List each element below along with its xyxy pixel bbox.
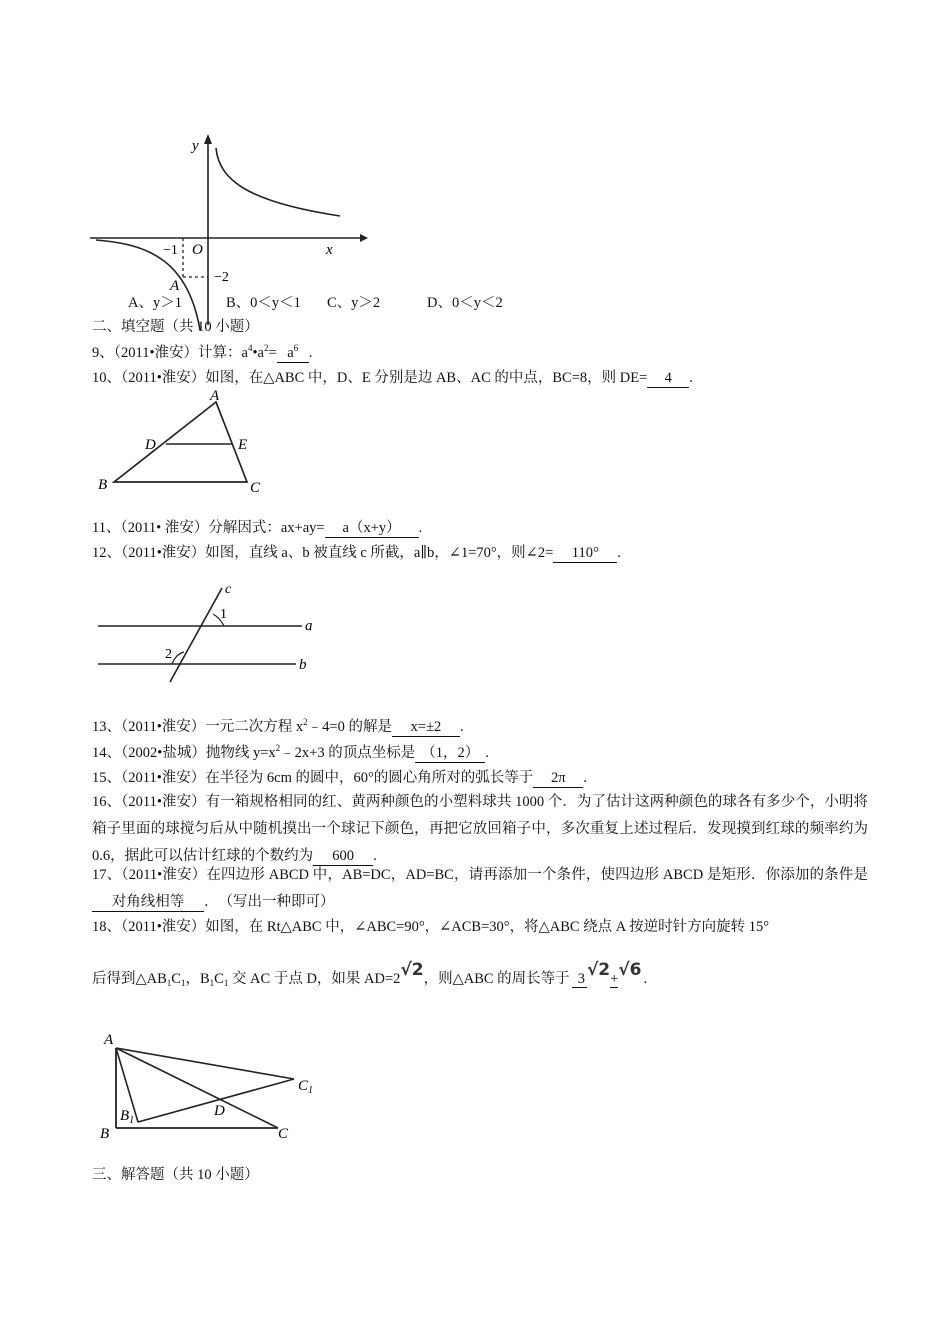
question-18-line-1: 18、（2011•淮安）如图，在 Rt△ABC 中，∠ABC=90°，∠ACB=30°，将△ABC 绕点 A 按逆时针方向旋转 15°: [92, 919, 770, 935]
question-18-line-2: 后得到$\triangle AB_1C_1$，$B_1C_1$ 交 AC 于点 D，如果 AD=2√2，则△ABC 的周长等于 3 √2+√6 .: [92, 960, 648, 988]
segment-ac1: [116, 1048, 294, 1079]
option-c: C、y＞2: [327, 295, 381, 311]
answer-11: a（x+y）: [325, 520, 419, 538]
fig18-label-c: C: [278, 1126, 289, 1142]
fig10-label-b: B: [98, 477, 108, 493]
fig8-label-a: A: [170, 278, 180, 294]
question-17: 17、（2011•淮安）在四边形 ABCD 中，AB=DC，AD=BC，请再添加一个条件，使四边形 ABCD 是矩形．你添加的条件是对角线相等 ． （写出一种即可）: [92, 867, 868, 910]
curve-upper-right: [216, 148, 340, 216]
question-12: 12、（2011•淮安）如图，直线 a、b 被直线 c 所截，a∥b，∠1=70°，则∠2= 110° .: [92, 545, 621, 561]
fig18-label-a: A: [104, 1032, 114, 1048]
question-11: 11、（2011• 淮安）分解因式：ax+ay= a（x+y） .: [92, 520, 423, 536]
answer-16: 600: [313, 848, 373, 866]
answer-10: 4: [647, 370, 689, 388]
y-axis-arrow: [204, 134, 212, 144]
figure-q10-triangle: [92, 388, 272, 502]
question-16: 16、（2011•淮安）有一箱规格相同的红、黄两种颜色的小塑料球共 1000 个．为了估计这两种颜色的球各有多少个，小明将箱子里面的球搅匀后从中随机摸出一个球记下颜色，再把它放回箱子中，多次重复上述过程后．发现摸到红球的频率约为 0.6，据此可以估计红球的个数约为 600 .: [92, 794, 868, 864]
figure-q12-parallel-lines: [92, 580, 332, 690]
answer-18: 3 √2+√6: [570, 970, 644, 988]
section-heading-answer: 三、解答题（共 10 小题）: [92, 1167, 259, 1183]
fig10-label-d: D: [145, 437, 156, 453]
fig8-label-o: O: [192, 242, 203, 258]
fig18-label-d: D: [214, 1103, 225, 1119]
answer-14: （1，2）: [415, 745, 485, 763]
fig12-label-1: 1: [220, 607, 227, 622]
fig8-label-x: x: [326, 242, 333, 258]
answer-12: 110°: [553, 545, 617, 563]
radical-ad: √2: [400, 960, 424, 980]
question-9: 9、（2011•淮安）计算：$a^4•a^2= a^6$ .: [92, 343, 313, 361]
section-heading-fill-blank: 二、填空题（共 10 小题）: [92, 319, 259, 335]
fig10-label-e: E: [238, 437, 248, 453]
option-d: D、0＜y＜2: [427, 295, 503, 311]
fig12-label-2: 2: [165, 647, 172, 662]
line-c: [170, 588, 222, 682]
answer-9: $a^6$: [277, 345, 309, 363]
option-b: B、0＜y＜1: [226, 295, 301, 311]
fig12-label-c: c: [225, 582, 232, 597]
triangle-abc: [114, 402, 247, 482]
fig8-label-y: y: [192, 138, 199, 154]
fig12-label-a: a: [305, 618, 313, 634]
answer-13: x=±2: [392, 719, 460, 737]
fig8-label-neg1: −1: [163, 243, 178, 258]
segment-ac: [116, 1048, 278, 1128]
fig10-label-a: A: [210, 388, 220, 404]
question-10: 10、（2011•淮安）如图，在△ABC 中，D、E 分别是边 AB、AC 的中点，BC=8，则 DE= 4 .: [92, 370, 693, 386]
question-14: 14、（2002•盐城）抛物线 $y=x^2﹣2x+3$ 的顶点坐标是 （1，2） .: [92, 743, 489, 761]
fig18-label-c1: $C_1$: [298, 1078, 314, 1096]
fig8-label-neg2: −2: [214, 270, 229, 285]
x-axis-arrow: [360, 234, 368, 242]
fig12-label-b: b: [299, 657, 307, 673]
fig18-label-b: B: [100, 1126, 110, 1142]
answer-15: 2π: [533, 770, 583, 788]
angle-2-arc: [172, 652, 184, 664]
option-a: A、y＞1: [128, 295, 182, 311]
question-13: 13、（2011•淮安）一元二次方程 $x^2﹣4=0$ 的解是 x=±2 .: [92, 717, 464, 735]
question-15: 15、（2011•淮安）在半径为 6cm 的圆中，60°的圆心角所对的弧长等于 2π .: [92, 770, 587, 786]
answer-17: 对角线相等: [92, 894, 204, 912]
figure-q18-rotation: [98, 1024, 338, 1149]
fig10-label-c: C: [250, 480, 261, 496]
fig18-label-b1: $B_1$: [120, 1108, 135, 1126]
